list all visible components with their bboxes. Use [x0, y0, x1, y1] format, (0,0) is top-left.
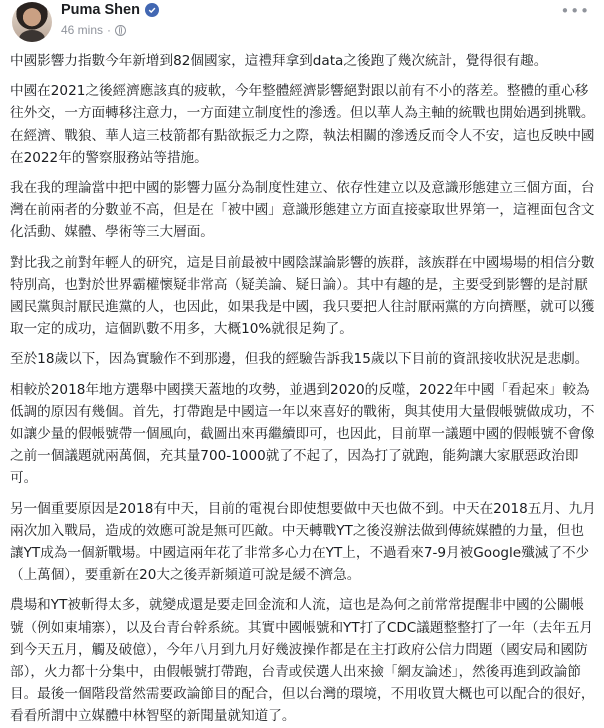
verified-badge-icon	[145, 3, 159, 17]
post-header	[10, 0, 596, 50]
meta-separator: ·	[107, 23, 112, 37]
post-paragraph: 中國在2021之後經濟應該真的疲軟，今年整體經濟影響絕對跟以前有不小的落差。整體的重心移往外交，一方面轉移注意力，一方面建立制度性的滲透。但以華人為主軸的統戰也開始遇到挑戰。在經濟、戰狼、華人這三枝箭都有點欲振乏力之際，執法相關的滲透反而令人不安，這也反映中國在2022年的警察服務站等措施。	[10, 83, 595, 166]
post-paragraph: 我在我的理論當中把中國的影響力區分為制度性建立、依存性建立以及意識形態建立三個方面，台灣在前兩者的分數並不高，但是在「被中國」意識形態建立方面直接豪取世界第一，這裡面包含文化活動、媒體、學術等三大層面。	[10, 180, 595, 241]
avatar[interactable]	[12, 2, 52, 42]
post-paragraph: 中國影響力指數今年新增到82個國家，這禮拜拿到data之後跑了幾次統計，覺得很有趣。	[10, 53, 548, 69]
author-row	[61, 2, 159, 18]
post-body	[10, 50, 596, 728]
post-paragraph: 相較於2018年地方選舉中國撲天蓋地的攻勢，並遇到2020的反噬，2022年中國「看起來」較為低調的原因有幾個。首先，打帶跑是中國這一年以來喜好的戰術，與其使用大量假帳號做成功，不如讓少量的假帳號帶一個風向，截圖出來再繼續即可，也因此，目前單一議題中國的假帳號不會像之前一個議題就兩萬個，充其量700-1000就了不起了，因為打了就跑，能夠讓大家厭惡政治即可。	[10, 381, 595, 487]
globe-icon[interactable]	[115, 25, 126, 36]
post-paragraph: 農場和YT被斬得太多，就變成還是要走回金流和人流，這也是為何之前常常提醒非中國的公關帳號（例如東埔寨），以及台青台幹系統。其實中國帳號和YT打了CDC議題整整打了一年（去年五月到今天五月，觸及破億），今年八月到九月好幾波操作都是在主打政府公信力問題（國安局和國防部），火力都十分集中，由假帳號打帶跑，台青或侯選人出來撿「網友論述」，然後再進到政論節目。最後一個階段當然需要政論節目的配合，但以台灣的環境，不用收買大概也可以配合的很好，看看所謂中立媒體中林智堅的新聞量就知道了。	[10, 597, 595, 725]
post-paragraph: 至於18歲以下，因為實驗作不到那邊，但我的經驗告訴我15歲以下目前的資訊接收狀況是悲劇。	[10, 351, 589, 368]
post-paragraph: 另一個重要原因是2018有中天，目前的電視台即使想要做中天也做不到。中天在2018五月、九月兩次加入戰局，造成的效應可說是無可匹敵。中天轉戰YT之後沒辦法做到傳統媒體的力量，但也讓YT成為一個新戰場。中國這兩年花了非常多心力在YT上，不過看來7-9月被Google殲滅了不少（上萬個），要重新在20大之後弄新頻道可說是緩不濟急。	[10, 500, 596, 584]
more-options-icon[interactable]: •••	[560, 2, 590, 20]
post-timestamp[interactable]: 46 mins	[61, 23, 104, 37]
post-paragraph: 對比我之前對年輕人的研究，這是目前最被中國陰謀論影響的族群，該族群在中國場場的相信分數特別高，也對於世界霸權懷疑非常高（疑美論、疑日論）。其中有趣的是，主要受到影響的是討厭國民黨與討厭民進黨的人，也因此，如果我是中國，我只要把人往討厭兩黨的方向擠壓，就可以獲取一定的成功，這個趴數不用多，大概10%就很足夠了。	[10, 254, 595, 338]
post-meta	[61, 23, 126, 37]
author-name[interactable]: Puma Shen	[61, 2, 140, 18]
